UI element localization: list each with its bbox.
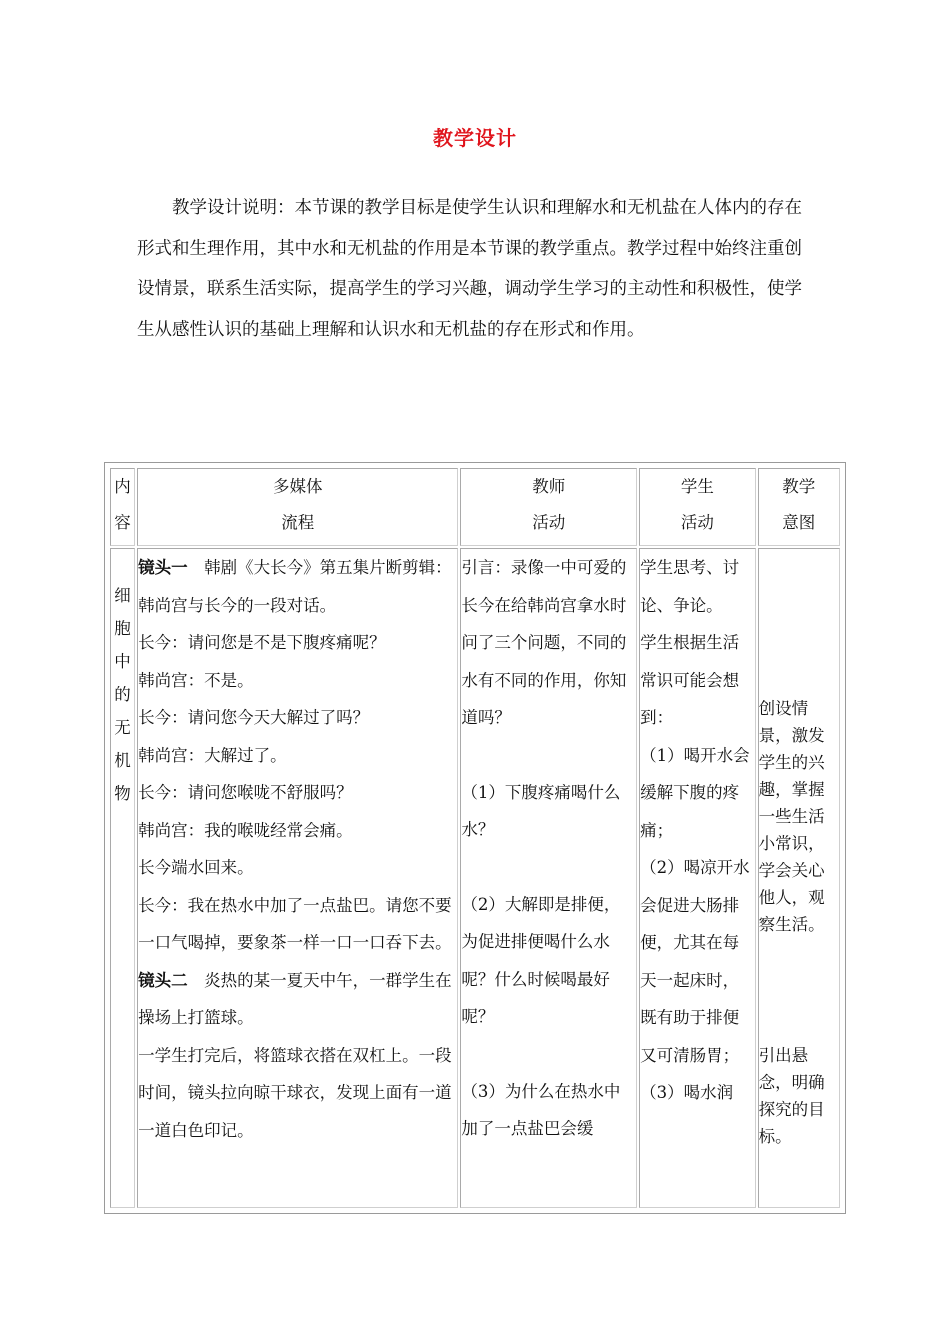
header-teaching-intent: 教学 意图 [758,468,840,546]
scene-two: 镜头二 炎热的某一夏天中午，一群学生在操场上打篮球。 [138,970,452,1027]
scene-two-label: 镜头二 [138,970,188,990]
table-row [110,548,840,1208]
student-answer-3: （3）喝水润 [640,1083,734,1102]
header-teacher-activity: 教师 活动 [460,468,637,546]
teacher-intro: 引言：录像一中可爱的长今在给韩尚宫拿水时问了三个问题，不同的水有不同的作用，你知道吗？ [461,558,627,727]
header-student-activity: 学生 活动 [639,468,755,546]
header-content: 内 容 [110,468,135,546]
teaching-intent-cell [758,548,840,1208]
content-cell: 细 胞 中 的 无 机 物 [110,548,135,1208]
dialogue-line: 长今：请问您今天大解过了吗？ [138,708,370,727]
header-media-flow: 多媒体 流程 [137,468,458,546]
dialogue-line: 韩尚宫：我的喉咙经常会痛。 [138,820,353,840]
intent-1: 创设情景，激发学生的兴趣，掌握一些生活小常识，学会关心他人，观察生活。 [758,699,825,934]
media-flow-cell [137,548,458,1208]
table-header-row [110,468,840,546]
lesson-table-frame [104,462,846,1214]
lesson-design-table [108,466,842,1210]
scene-one-label: 镜头一 [138,558,188,577]
scene-two-detail: 一学生打完后，将篮球衣搭在双杠上。一段时间，镜头拉向晾干球衣，发现上面有一道一道白色印记。 [138,1045,452,1140]
intro-paragraph: 教学设计说明：本节课的教学目标是使学生认识和理解水和无机盐在人体内的存在形式和生理作用，其中水和无机盐的作用是本节课的教学重点。教学过程中始终注重创设情景，联系生活实际，提高学生的学习兴趣，调动学生学习的主动性和积极性，使学生从感性认识的基础上理解和认识水和无机盐的存在形式和作用。 [137,198,802,340]
student-activity-cell [639,548,755,1208]
teacher-question-2: （2）大解即是排便，为促进排便喝什么水呢？什么时候喝最好呢？ [461,894,621,1026]
teacher-question-3: （3）为什么在热水中加了一点盐巴会缓 [461,1081,621,1138]
page-title: 教学设计 [433,126,517,150]
dialogue-line: 长今：请问您是不是下腹疼痛呢？ [138,633,386,652]
teacher-activity-cell [460,548,637,1208]
dialogue-line: 长今：我在热水中加了一点盐巴。请您不要一口气喝掉，要象茶一样一口一口吞下去。 [138,895,452,952]
student-answer-1: （1）喝开水会缓解下腹的疼痛； [640,745,750,840]
dialogue-line: 韩尚宫：不是。 [138,670,254,690]
dialogue-line: 长今端水回来。 [138,858,254,877]
scene-one: 镜头一 韩剧《大长今》第五集片断剪辑：韩尚宫与长今的一段对话。 [138,558,452,615]
intent-2: 引出悬念，明确探究的目标。 [758,1046,825,1146]
teacher-question-1: （1）下腹疼痛喝什么水？ [461,782,621,839]
dialogue-line: 韩尚宫：大解过了。 [138,745,287,765]
student-prediction: 学生根据生活常识可能会想到： [640,633,740,727]
student-discussion: 学生思考、讨论、争论。 [640,558,740,615]
student-answer-2: （2）喝凉开水会促进大肠排便，尤其在每天一起床时，既有助于排便又可清肠胃； [640,858,750,1065]
dialogue-line: 长今：请问您喉咙不舒服吗？ [138,783,353,802]
